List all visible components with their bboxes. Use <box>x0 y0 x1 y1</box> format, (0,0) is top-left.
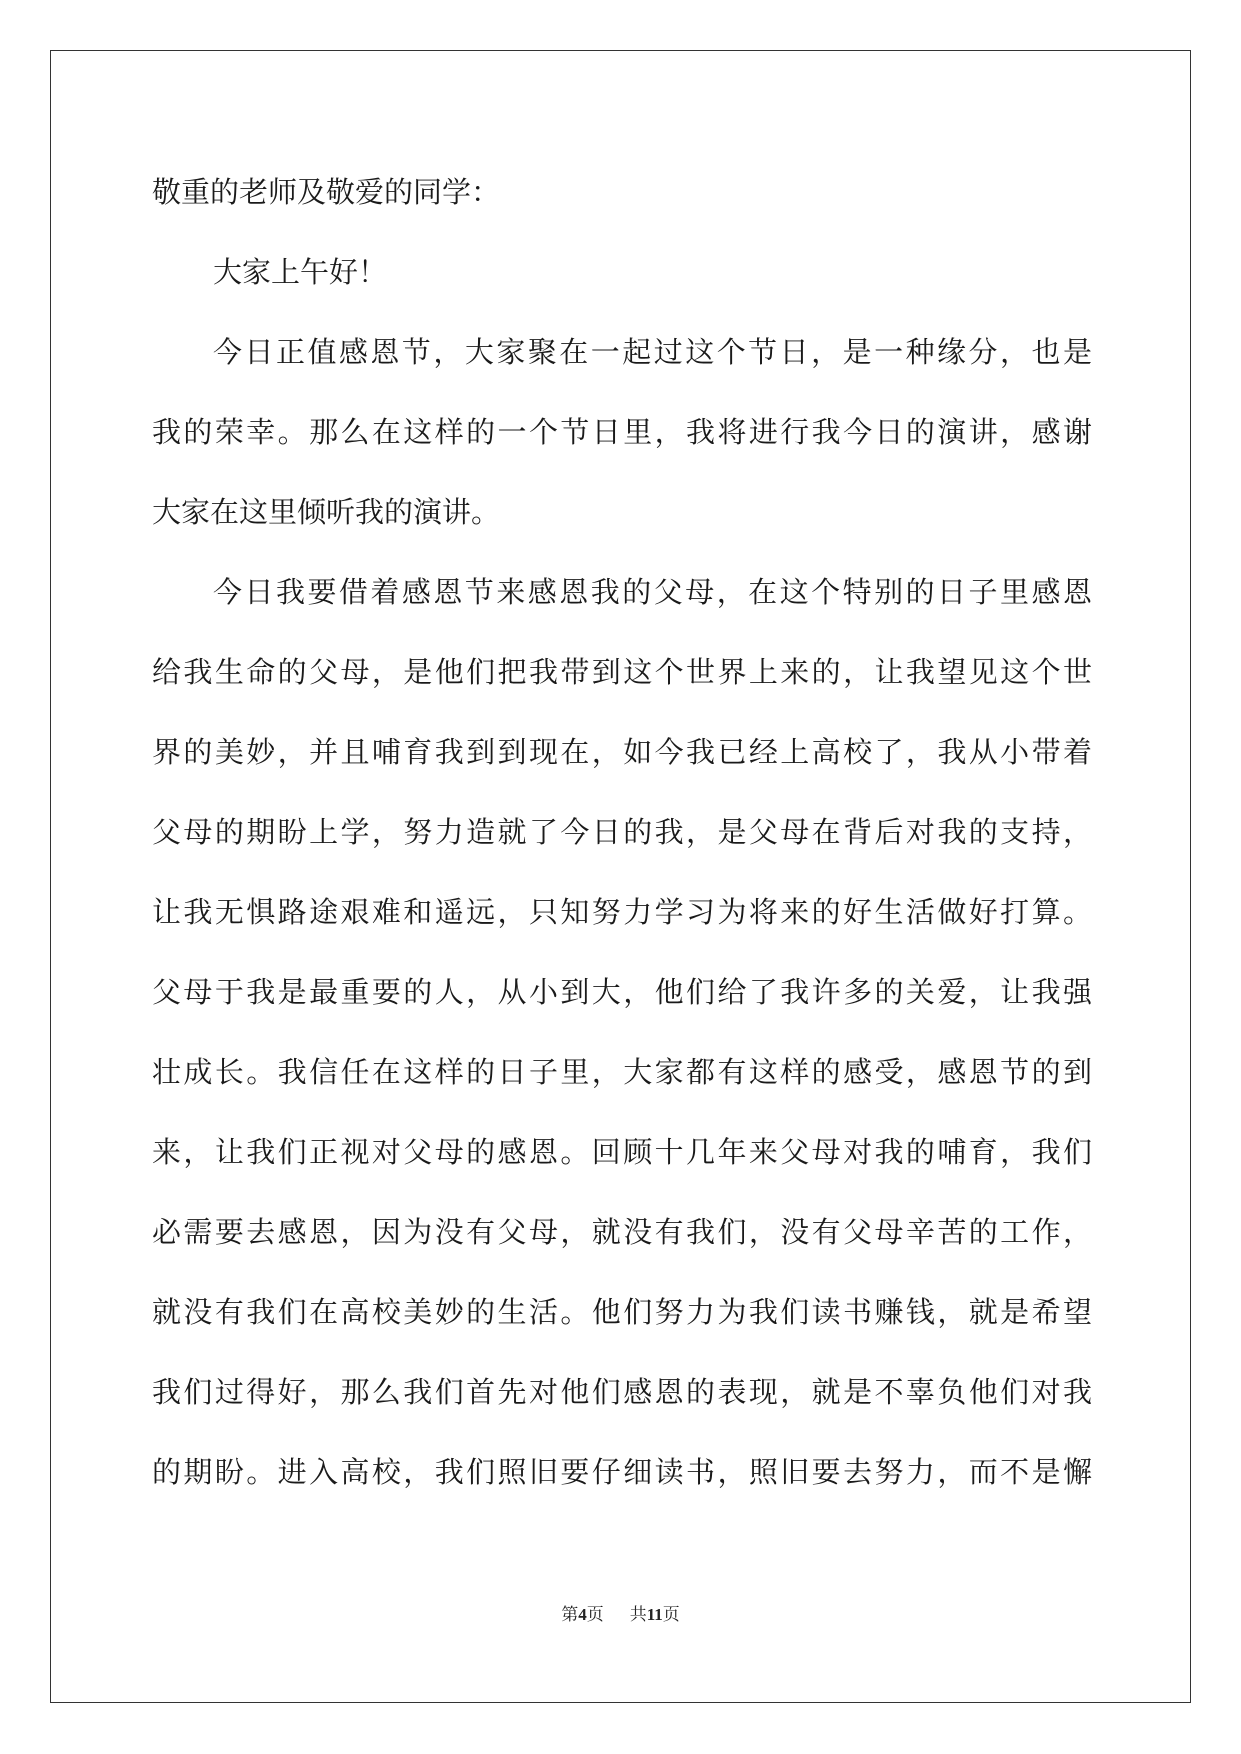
paragraph-2-line-10: 就没有我们在高校美妙的生活。他们努力为我们读书赚钱，就是希望 <box>152 1295 1092 1329</box>
page-suffix: 页 <box>586 1605 604 1624</box>
paragraph-2-line-8: 来，让我们正视对父母的感恩。回顾十几年来父母对我的哺育，我们 <box>152 1135 1092 1169</box>
total-suffix: 页 <box>662 1605 680 1624</box>
salutation-line: 敬重的老师及敬爱的同学： <box>152 175 501 209</box>
paragraph-2-line-2: 给我生命的父母，是他们把我带到这个世界上来的，让我望见这个世 <box>152 655 1092 689</box>
paragraph-1-line-3: 大家在这里倾听我的演讲。 <box>152 495 501 529</box>
paragraph-2-line-5: 让我无惧路途艰难和遥远，只知努力学习为将来的好生活做好打算。 <box>152 895 1092 929</box>
paragraph-2-line-4: 父母的期盼上学，努力造就了今日的我，是父母在背后对我的支持， <box>152 815 1092 849</box>
paragraph-2-line-11: 我们过得好，那么我们首先对他们感恩的表现，就是不辜负他们对我 <box>152 1375 1092 1409</box>
paragraph-2-line-3: 界的美妙，并且哺育我到到现在，如今我已经上高校了，我从小带着 <box>152 735 1092 769</box>
paragraph-1-line-2: 我的荣幸。那么在这样的一个节日里，我将进行我今日的演讲，感谢 <box>152 415 1092 449</box>
paragraph-2-line-6: 父母于我是最重要的人，从小到大，他们给了我许多的关爱，让我强 <box>152 975 1092 1009</box>
paragraph-2-line-7: 壮成长。我信任在这样的日子里，大家都有这样的感受，感恩节的到 <box>152 1055 1092 1089</box>
paragraph-1-line-1: 今日正值感恩节，大家聚在一起过这个节日，是一种缘分，也是 <box>213 335 1092 369</box>
paragraph-2-line-1: 今日我要借着感恩节来感恩我的父母，在这个特别的日子里感恩 <box>213 575 1092 609</box>
current-page-number: 4 <box>578 1605 587 1624</box>
total-prefix: 共 <box>629 1605 647 1624</box>
paragraph-2-line-12: 的期盼。进入高校，我们照旧要仔细读书，照旧要去努力，而不是懈 <box>152 1455 1092 1489</box>
page-prefix: 第 <box>561 1605 579 1624</box>
greeting-line: 大家上午好！ <box>213 255 388 289</box>
page-number-footer <box>0 1600 1241 1625</box>
paragraph-2-line-9: 必需要去感恩，因为没有父母，就没有我们，没有父母辛苦的工作， <box>152 1215 1092 1249</box>
total-page-count: 11 <box>646 1605 663 1624</box>
